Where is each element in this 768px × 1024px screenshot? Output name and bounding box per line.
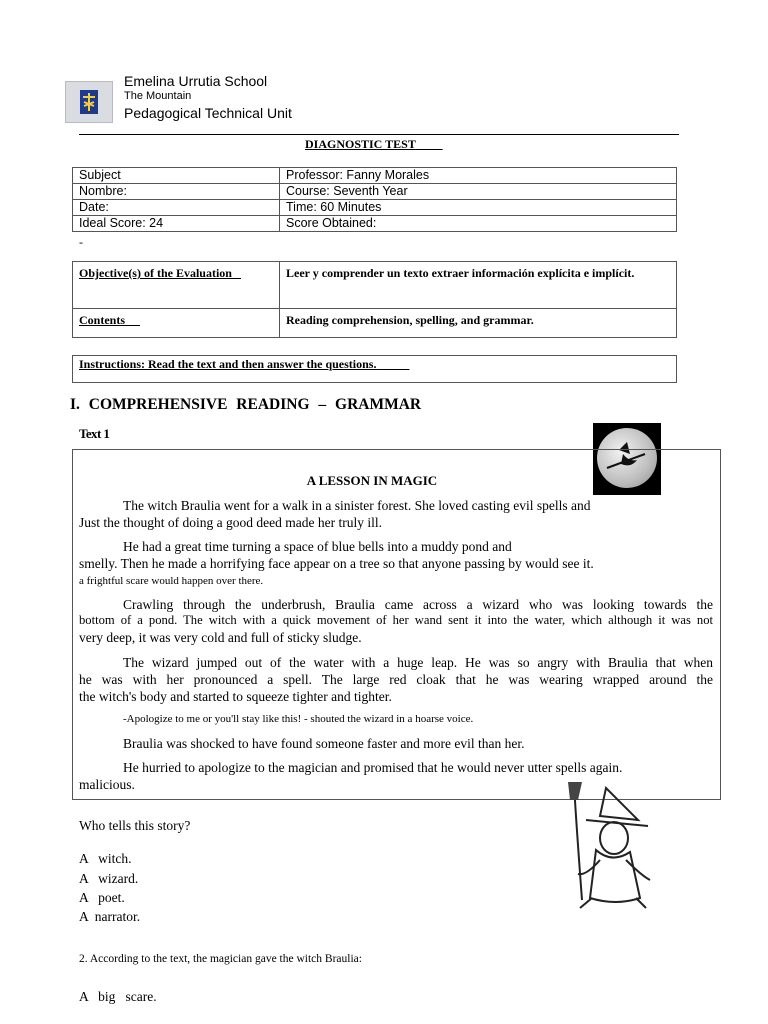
section-title: I. COMPREHENSIVE READING – GRAMMAR [70, 396, 422, 413]
info-cell: Nombre: [73, 184, 280, 200]
answer-option[interactable]: A big scare. [79, 989, 157, 1004]
story-line: he was with her pronounced a spell. The large red cloak that he was wearing wrapped around the [79, 672, 713, 687]
answer-option[interactable]: A wizard. [79, 871, 139, 886]
story-line: a frightful scare would happen over there. [79, 575, 264, 587]
school-unit: Pedagogical Technical Unit [124, 105, 292, 121]
answer-option[interactable]: A poet. [79, 890, 125, 905]
school-name: Emelina Urrutia School [124, 73, 268, 89]
answer-option[interactable]: A narrator. [79, 909, 141, 924]
question-2: 2. According to the text, the magician gave the witch Braulia: [79, 953, 362, 965]
text-label: Text 1 [79, 426, 110, 441]
info-table [72, 167, 677, 232]
school-logo [65, 81, 113, 123]
story-line: Just the thought of doing a good deed made her truly ill. [79, 515, 382, 530]
story-line: He hurried to apologize to the magician and promised that he would never utter spells again. [123, 760, 623, 775]
instructions-box [72, 355, 677, 383]
instructions-text: Instructions: Read the text and then answer the questions. [79, 357, 377, 371]
dash-mark: - [79, 235, 83, 249]
story-line: The wizard jumped out of the water with a huge leap. He was so angry with Braulia that when [123, 655, 713, 670]
story-line: very deep, it was very cold and full of sticky sludge. [79, 630, 362, 645]
info-cell: Subject [73, 168, 280, 184]
story-line: He had a great time turning a space of blue bells into a muddy pond and [123, 539, 512, 554]
school-subtitle: The Mountain [124, 90, 192, 102]
objective-value: Leer y comprender un texto extraer información explícita e implícit. [280, 262, 677, 309]
story-line: -Apologize to me or you'll stay like this! - shouted the wizard in a hoarse voice. [123, 713, 474, 725]
contents-value: Reading comprehension, spelling, and grammar. [280, 309, 677, 338]
info-cell: Professor: Fanny Morales [280, 168, 677, 184]
table-row [73, 200, 677, 216]
contents-label: Contents [73, 309, 280, 338]
header-divider [79, 134, 679, 135]
table-row [73, 168, 677, 184]
story-line: bottom of a pond. The witch with a quick movement of her wand sent it into the water, which although it was not [79, 613, 713, 627]
story-line: The witch Braulia went for a walk in a sinister forest. She loved casting evil spells and [123, 498, 591, 513]
info-cell: Date: [73, 200, 280, 216]
story-line: smelly. Then he made a horrifying face appear on a tree so that anyone passing by would see it. [79, 556, 594, 571]
test-title: DIAGNOSTIC TEST [305, 137, 416, 151]
logo-emblem-icon [66, 82, 112, 122]
story-line: Braulia was shocked to have found someone faster and more evil than her. [123, 736, 525, 751]
info-cell: Course: Seventh Year [280, 184, 677, 200]
info-cell: Time: 60 Minutes [280, 200, 677, 216]
objective-label: Objective(s) of the Evaluation [73, 262, 280, 309]
witch-illustration [556, 780, 656, 912]
table-row [73, 309, 677, 338]
witch-icon [556, 780, 656, 912]
table-row [73, 262, 677, 309]
question-1: Who tells this story? [79, 818, 191, 833]
table-row [73, 216, 677, 232]
info-cell: Score Obtained: [280, 216, 677, 232]
info-cell: Ideal Score: 24 [73, 216, 280, 232]
story-title: A LESSON IN MAGIC [306, 473, 438, 488]
story-line: Crawling through the underbrush, Braulia came across a wizard who was looking towards the [123, 597, 713, 612]
story-line: the witch's body and started to squeeze tighter and tighter. [79, 689, 392, 704]
answer-option[interactable]: A witch. [79, 851, 132, 866]
story-line: malicious. [79, 777, 135, 792]
table-row [73, 184, 677, 200]
objective-table [72, 261, 677, 338]
